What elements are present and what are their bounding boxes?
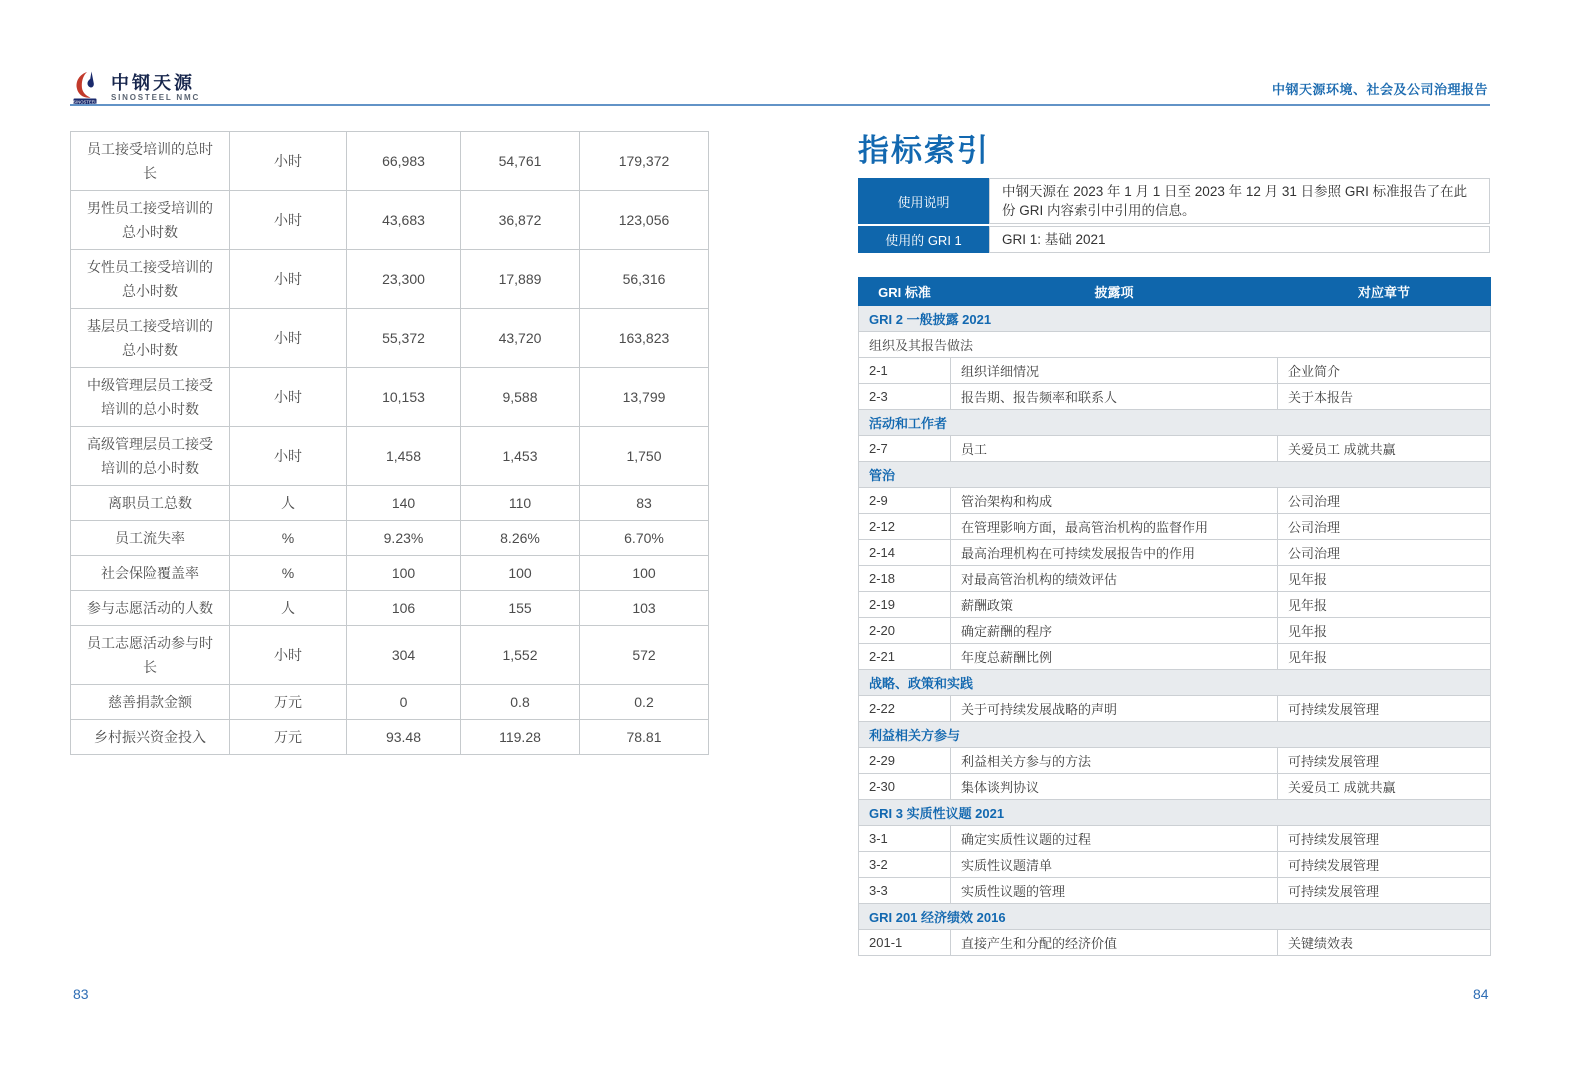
company-logo	[72, 70, 200, 106]
gri-code-cell: 2-20	[859, 618, 951, 644]
kpi-value-cell: 1,453	[461, 427, 580, 486]
kpi-row	[71, 685, 709, 720]
kpi-unit-cell: 小时	[230, 132, 347, 191]
kpi-value-cell: 6.70%	[580, 521, 709, 556]
gri-code-cell: 2-7	[859, 436, 951, 462]
gri-chapter-cell: 见年报	[1278, 566, 1491, 592]
gri-chapter-cell: 可持续发展管理	[1278, 748, 1491, 774]
kpi-row	[71, 626, 709, 685]
gri-chapter-cell: 关爱员工 成就共赢	[1278, 436, 1491, 462]
kpi-indicator-cell: 中级管理层员工接受培训的总小时数	[71, 368, 230, 427]
gri-section-label: GRI 2 一般披露 2021	[859, 306, 1491, 332]
info-content	[989, 226, 1490, 253]
kpi-table-body	[71, 132, 709, 755]
gri-index-table	[858, 277, 1491, 956]
kpi-row	[71, 250, 709, 309]
kpi-value-cell: 43,720	[461, 309, 580, 368]
kpi-value-cell: 23,300	[347, 250, 461, 309]
gri-disclosure-cell: 对最高管治机构的绩效评估	[951, 566, 1278, 592]
kpi-value-cell: 1,458	[347, 427, 461, 486]
gri-data-row	[859, 540, 1491, 566]
gri-data-row	[859, 514, 1491, 540]
kpi-value-cell: 100	[580, 556, 709, 591]
gri-chapter-cell: 可持续发展管理	[1278, 696, 1491, 722]
gri-code-cell: 2-30	[859, 774, 951, 800]
sinosteel-logo-icon	[72, 70, 106, 106]
gri-code-cell: 2-21	[859, 644, 951, 670]
kpi-value-cell: 304	[347, 626, 461, 685]
kpi-value-cell: 0.8	[461, 685, 580, 720]
kpi-row	[71, 132, 709, 191]
gri-section-row	[859, 306, 1491, 332]
kpi-value-cell: 56,316	[580, 250, 709, 309]
kpi-row	[71, 521, 709, 556]
kpi-value-cell: 1,552	[461, 626, 580, 685]
kpi-unit-cell: 人	[230, 591, 347, 626]
gri-data-row	[859, 618, 1491, 644]
kpi-row	[71, 591, 709, 626]
gri-data-row	[859, 696, 1491, 722]
kpi-row	[71, 368, 709, 427]
gri-data-row	[859, 774, 1491, 800]
gri-data-row	[859, 826, 1491, 852]
kpi-value-cell: 1,750	[580, 427, 709, 486]
gri-code-cell: 2-12	[859, 514, 951, 540]
kpi-indicator-cell: 离职员工总数	[71, 486, 230, 521]
kpi-row	[71, 309, 709, 368]
gri-data-row	[859, 592, 1491, 618]
kpi-indicator-cell: 高级管理层员工接受培训的总小时数	[71, 427, 230, 486]
kpi-value-cell: 106	[347, 591, 461, 626]
kpi-unit-cell: 小时	[230, 626, 347, 685]
gri-section-label: GRI 3 实质性议题 2021	[859, 800, 1491, 826]
gri-section-label: GRI 201 经济绩效 2016	[859, 904, 1491, 930]
info-row-usage	[858, 178, 1490, 224]
gri-code-cell: 2-18	[859, 566, 951, 592]
kpi-row	[71, 720, 709, 755]
gri-code-cell: 3-3	[859, 878, 951, 904]
gri-disclosure-cell: 员工	[951, 436, 1278, 462]
gri-chapter-cell: 可持续发展管理	[1278, 826, 1491, 852]
gri-code-cell: 3-1	[859, 826, 951, 852]
kpi-unit-cell: 小时	[230, 191, 347, 250]
gri-section-label: 战略、政策和实践	[859, 670, 1491, 696]
gri-code-cell: 2-1	[859, 358, 951, 384]
kpi-value-cell: 83	[580, 486, 709, 521]
gri-disclosure-cell: 在管理影响方面，最高管治机构的监督作用	[951, 514, 1278, 540]
kpi-indicator-cell: 员工志愿活动参与时长	[71, 626, 230, 685]
gri-section-label: 利益相关方参与	[859, 722, 1491, 748]
gri-section-row	[859, 462, 1491, 488]
page-title: 指标索引	[858, 133, 990, 168]
kpi-indicator-cell: 基层员工接受培训的总小时数	[71, 309, 230, 368]
gri-group-label: 组织及其报告做法	[859, 332, 1491, 358]
info-row-gri1	[858, 226, 1490, 253]
kpi-indicator-cell: 员工接受培训的总时长	[71, 132, 230, 191]
gri-code-cell: 2-29	[859, 748, 951, 774]
kpi-value-cell: 17,889	[461, 250, 580, 309]
kpi-value-cell: 140	[347, 486, 461, 521]
kpi-value-cell: 119.28	[461, 720, 580, 755]
gri-disclosure-cell: 确定薪酬的程序	[951, 618, 1278, 644]
gri-disclosure-cell: 确定实质性议题的过程	[951, 826, 1278, 852]
gri-chapter-cell: 可持续发展管理	[1278, 878, 1491, 904]
logo-company-name-en: SINOSTEEL NMC	[111, 93, 201, 102]
kpi-unit-cell: 小时	[230, 250, 347, 309]
gri-data-row	[859, 644, 1491, 670]
gri-section-label: 管治	[859, 462, 1491, 488]
kpi-value-cell: 8.26%	[461, 521, 580, 556]
kpi-unit-cell: 小时	[230, 368, 347, 427]
kpi-value-cell: 110	[461, 486, 580, 521]
kpi-unit-cell: 万元	[230, 685, 347, 720]
gri-chapter-cell: 公司治理	[1278, 488, 1491, 514]
gri-disclosure-cell: 管治架构和构成	[951, 488, 1278, 514]
info-label: 使用的 GRI 1	[858, 226, 989, 253]
gri-disclosure-cell: 利益相关方参与的方法	[951, 748, 1278, 774]
page-number-left: 83	[73, 986, 89, 1002]
kpi-value-cell: 54,761	[461, 132, 580, 191]
gri-header-row	[859, 278, 1491, 306]
gri-disclosure-cell: 年度总薪酬比例	[951, 644, 1278, 670]
kpi-value-cell: 163,823	[580, 309, 709, 368]
info-content	[989, 178, 1490, 224]
gri-data-row	[859, 488, 1491, 514]
kpi-unit-cell: 小时	[230, 309, 347, 368]
gri-chapter-cell: 关于本报告	[1278, 384, 1491, 410]
gri-section-label: 活动和工作者	[859, 410, 1491, 436]
kpi-value-cell: 78.81	[580, 720, 709, 755]
kpi-value-cell: 155	[461, 591, 580, 626]
kpi-value-cell: 36,872	[461, 191, 580, 250]
kpi-unit-cell: %	[230, 556, 347, 591]
kpi-indicator-cell: 男性员工接受培训的总小时数	[71, 191, 230, 250]
gri-data-row	[859, 436, 1491, 462]
gri-code-cell: 2-22	[859, 696, 951, 722]
gri-header-chapter: 对应章节	[1278, 278, 1491, 306]
kpi-indicator-cell: 参与志愿活动的人数	[71, 591, 230, 626]
gri-code-cell: 3-2	[859, 852, 951, 878]
gri-chapter-cell: 关键绩效表	[1278, 930, 1491, 956]
kpi-value-cell: 9,588	[461, 368, 580, 427]
gri-group-row	[859, 332, 1491, 358]
kpi-unit-cell: %	[230, 521, 347, 556]
gri-section-row	[859, 800, 1491, 826]
gri-chapter-cell: 见年报	[1278, 592, 1491, 618]
kpi-unit-cell: 万元	[230, 720, 347, 755]
gri-usage-info-box	[858, 178, 1490, 255]
kpi-indicator-cell: 社会保险覆盖率	[71, 556, 230, 591]
kpi-table	[70, 131, 709, 755]
gri-chapter-cell: 公司治理	[1278, 540, 1491, 566]
page-number-right: 84	[1473, 986, 1489, 1002]
kpi-row	[71, 486, 709, 521]
kpi-value-cell: 0.2	[580, 685, 709, 720]
gri-chapter-cell: 见年报	[1278, 644, 1491, 670]
gri-disclosure-cell: 薪酬政策	[951, 592, 1278, 618]
gri-header-standard: GRI 标准	[859, 278, 951, 306]
kpi-indicator-cell: 慈善捐款金额	[71, 685, 230, 720]
gri-code-cell: 2-19	[859, 592, 951, 618]
kpi-row	[71, 556, 709, 591]
gri-data-row	[859, 852, 1491, 878]
logo-company-name: 中钢天源	[111, 73, 195, 93]
gri-chapter-cell: 公司治理	[1278, 514, 1491, 540]
header-divider-rule	[70, 104, 1490, 106]
gri-data-row	[859, 358, 1491, 384]
info-label: 使用说明	[858, 178, 989, 224]
gri-chapter-cell: 可持续发展管理	[1278, 852, 1491, 878]
gri-disclosure-cell: 关于可持续发展战略的声明	[951, 696, 1278, 722]
gri-disclosure-cell: 最高治理机构在可持续发展报告中的作用	[951, 540, 1278, 566]
svg-text:SINOSTEEL: SINOSTEEL	[73, 99, 97, 105]
kpi-value-cell: 179,372	[580, 132, 709, 191]
gri-section-row	[859, 410, 1491, 436]
kpi-value-cell: 93.48	[347, 720, 461, 755]
gri-disclosure-cell: 直接产生和分配的经济价值	[951, 930, 1278, 956]
gri-chapter-cell: 企业简介	[1278, 358, 1491, 384]
kpi-row	[71, 191, 709, 250]
gri-code-cell: 2-9	[859, 488, 951, 514]
kpi-indicator-cell: 女性员工接受培训的总小时数	[71, 250, 230, 309]
gri-disclosure-cell: 报告期、报告频率和联系人	[951, 384, 1278, 410]
gri-disclosure-cell: 集体谈判协议	[951, 774, 1278, 800]
gri-chapter-cell: 关爱员工 成就共赢	[1278, 774, 1491, 800]
gri-disclosure-cell: 实质性议题清单	[951, 852, 1278, 878]
gri-section-row	[859, 670, 1491, 696]
gri-chapter-cell: 见年报	[1278, 618, 1491, 644]
kpi-indicator-cell: 乡村振兴资金投入	[71, 720, 230, 755]
kpi-value-cell: 572	[580, 626, 709, 685]
kpi-row	[71, 427, 709, 486]
info-content-text: 中钢天源在 2023 年 1 月 1 日至 2023 年 12 月 31 日参照 GRI 标准报告了在此份 GRI 内容索引中引用的信息。	[1002, 184, 1468, 218]
gri-data-row	[859, 566, 1491, 592]
kpi-value-cell: 66,983	[347, 132, 461, 191]
kpi-unit-cell: 人	[230, 486, 347, 521]
gri-disclosure-cell: 实质性议题的管理	[951, 878, 1278, 904]
kpi-unit-cell: 小时	[230, 427, 347, 486]
kpi-value-cell: 55,372	[347, 309, 461, 368]
gri-data-row	[859, 384, 1491, 410]
kpi-value-cell: 9.23%	[347, 521, 461, 556]
kpi-value-cell: 10,153	[347, 368, 461, 427]
kpi-value-cell: 43,683	[347, 191, 461, 250]
kpi-value-cell: 13,799	[580, 368, 709, 427]
gri-section-row	[859, 904, 1491, 930]
gri-data-row	[859, 748, 1491, 774]
gri-code-cell: 2-3	[859, 384, 951, 410]
report-header-title: 中钢天源环境、社会及公司治理报告	[1271, 82, 1488, 97]
gri-data-row	[859, 930, 1491, 956]
info-content-text: GRI 1: 基础 2021	[1002, 232, 1106, 247]
kpi-value-cell: 103	[580, 591, 709, 626]
gri-section-row	[859, 722, 1491, 748]
kpi-value-cell: 0	[347, 685, 461, 720]
gri-disclosure-cell: 组织详细情况	[951, 358, 1278, 384]
gri-data-row	[859, 878, 1491, 904]
kpi-indicator-cell: 员工流失率	[71, 521, 230, 556]
gri-header-disclosure: 披露项	[951, 278, 1278, 306]
kpi-value-cell: 100	[347, 556, 461, 591]
kpi-value-cell: 100	[461, 556, 580, 591]
gri-table-body	[859, 306, 1491, 956]
gri-code-cell: 2-14	[859, 540, 951, 566]
kpi-value-cell: 123,056	[580, 191, 709, 250]
gri-code-cell: 201-1	[859, 930, 951, 956]
